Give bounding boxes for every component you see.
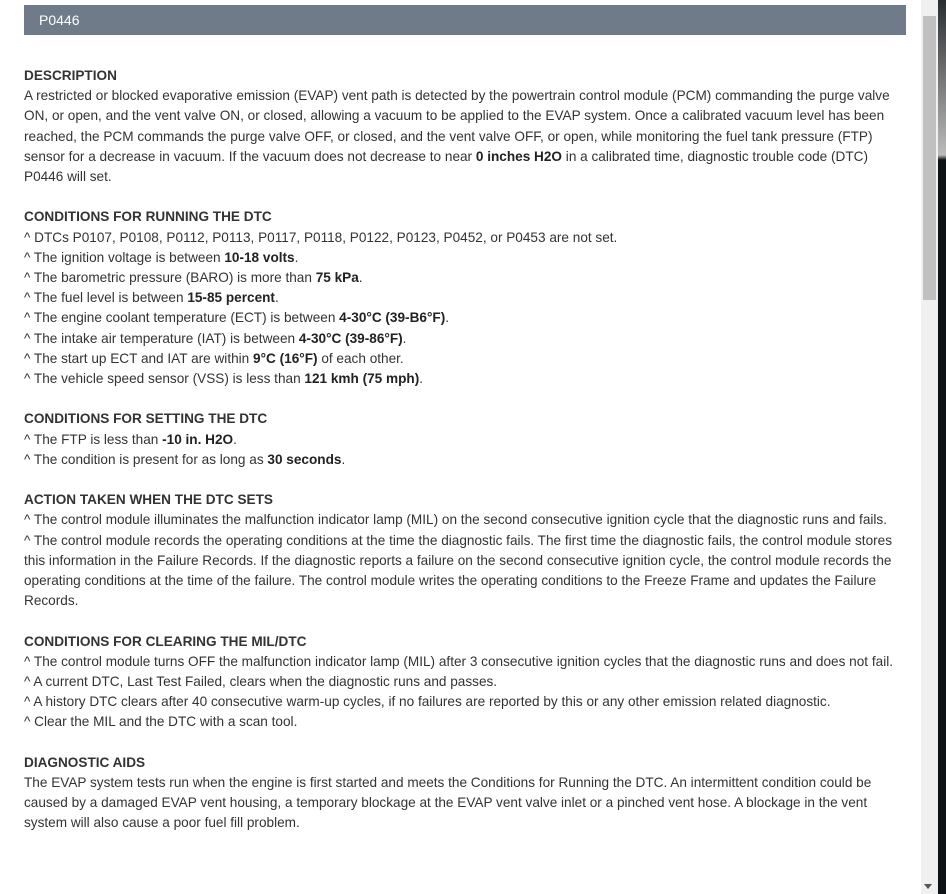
paragraph xyxy=(24,430,908,450)
bold-value: -10 in. H2O xyxy=(162,431,234,447)
paragraph xyxy=(24,268,908,288)
scroll-down-arrow-icon[interactable] xyxy=(924,884,932,889)
text-segment: . xyxy=(294,249,299,265)
section-conditions-for-setting-the-dtc xyxy=(24,409,908,470)
text-segment: . xyxy=(341,451,346,467)
section-title: CONDITIONS FOR RUNNING THE DTC xyxy=(24,209,272,225)
paragraph xyxy=(24,531,908,612)
bold-value: 15-85 percent xyxy=(187,290,275,306)
text-segment: ^ The start up ECT and IAT are within xyxy=(24,350,254,366)
paragraph xyxy=(24,86,908,187)
text-segment: ^ The intake air temperature (IAT) is between xyxy=(24,330,299,346)
text-segment: ^ The control module records the operating conditions at the time the diagnostic fails. The first time the diagnostic fails, the control module stores this information in the Failure Records. If the diagnostic reports a failure on the second consecutive ignition cycle, the control module records the operating conditions at the time of the failure. The control module writes the operating conditions to the Freeze Frame and updates the Failure Records. xyxy=(24,532,893,609)
text-segment: ^ A current DTC, Last Test Failed, clears when the diagnostic runs and passes. xyxy=(24,674,498,690)
paragraph xyxy=(24,228,908,248)
text-segment: ^ The control module turns OFF the malfunction indicator lamp (MIL) after 3 consecutive ignition cycles that the diagnostic runs and does not fail. xyxy=(24,653,894,669)
bold-value: 4-30°C (39-B6°F) xyxy=(339,310,446,326)
paragraph xyxy=(24,652,908,672)
section-title: CONDITIONS FOR CLEARING THE MIL/DTC xyxy=(24,633,307,649)
text-segment: ^ A history DTC clears after 40 consecutive warm-up cycles, if no failures are reported by this or any other emission related diagnostic. xyxy=(24,694,831,710)
paragraph xyxy=(24,712,908,732)
text-segment: ^ The FTP is less than xyxy=(24,431,163,447)
section-diagnostic-aids xyxy=(24,753,908,834)
dtc-document xyxy=(24,66,908,854)
bold-value: 0 inches H2O xyxy=(475,148,563,164)
section-action-taken-when-the-dtc-sets xyxy=(24,490,908,611)
bold-value: 4-30°C (39-86°F) xyxy=(298,330,403,346)
section-title: CONDITIONS FOR SETTING THE DTC xyxy=(24,411,268,427)
section-title: DIAGNOSTIC AIDS xyxy=(24,754,146,770)
text-segment: . xyxy=(419,371,424,387)
paragraph xyxy=(24,329,908,349)
text-segment: . xyxy=(274,290,279,306)
paragraph xyxy=(24,369,908,389)
bold-value: 75 kPa xyxy=(315,270,359,286)
text-segment: ^ The control module illuminates the malfunction indicator lamp (MIL) on the second consecutive ignition cycle that the diagnostic runs and fails. xyxy=(24,512,887,528)
bold-value: 121 kmh (75 mph) xyxy=(304,371,420,387)
bold-value: 9°C (16°F) xyxy=(253,350,318,366)
text-segment: ^ The condition is present for as long as xyxy=(24,451,268,467)
paragraph xyxy=(24,773,908,834)
paragraph xyxy=(24,288,908,308)
scrollbar-thumb[interactable] xyxy=(923,16,936,300)
paragraph xyxy=(24,248,908,268)
text-segment: . xyxy=(445,310,450,326)
paragraph xyxy=(24,510,908,530)
paragraph xyxy=(24,450,908,470)
bold-value: 30 seconds xyxy=(267,451,342,467)
text-segment: ^ The fuel level is between xyxy=(24,290,188,306)
bold-value: 10-18 volts xyxy=(224,249,295,265)
text-segment: A restricted or blocked evaporative emission (EVAP) vent path is detected by the powertrain control module (PCM) commanding the purge valve ON, or open, and the vent valve ON, or closed, allowing a vacuum to be applied to the EVAP system. Once a calibrated vacuum level has been reached, the PCM commands the purge valve OFF, or closed, and the vent valve OFF, or open, while monitoring the fuel tank pressure (FTP) sensor for a decrease in vacuum. If the vacuum does not decrease to near xyxy=(24,88,890,164)
section-title: DESCRIPTION xyxy=(24,68,117,83)
paragraph xyxy=(24,349,908,369)
text-segment: ^ The vehicle speed sensor (VSS) is less than xyxy=(24,371,305,387)
section-conditions-for-clearing-the-mil-dtc xyxy=(24,632,908,733)
text-segment: ^ DTCs P0107, P0108, P0112, P0113, P0117, P0118, P0122, P0123, P0452, or P0453 are not set. xyxy=(24,229,618,245)
text-segment: of each other. xyxy=(317,350,404,366)
dtc-header xyxy=(24,5,906,35)
text-segment: . xyxy=(402,330,407,346)
section-description xyxy=(24,66,908,187)
text-segment: . xyxy=(358,270,363,286)
text-segment: ^ The barometric pressure (BARO) is more than xyxy=(24,270,316,286)
paragraph xyxy=(24,672,908,692)
paragraph xyxy=(24,308,908,328)
section-title: ACTION TAKEN WHEN THE DTC SETS xyxy=(24,492,273,508)
text-segment: The EVAP system tests run when the engine is first started and meets the Conditions for Running the DTC. An intermittent condition could be caused by a damaged EVAP vent housing, a temporary blockage at the EVAP vent valve inlet or a pinched vent hose. A blockage in the vent system will also cause a poor fuel fill problem. xyxy=(24,775,872,831)
text-segment: . xyxy=(233,431,237,447)
text-segment: ^ The ignition voltage is between xyxy=(24,249,225,265)
text-segment: ^ The engine coolant temperature (ECT) is between xyxy=(24,310,340,326)
window-edge xyxy=(938,0,946,894)
dtc-code-title: P0446 xyxy=(39,12,80,28)
text-segment: ^ Clear the MIL and the DTC with a scan tool. xyxy=(24,714,298,730)
section-conditions-for-running-the-dtc xyxy=(24,207,908,389)
text-segment: in a calibrated time, diagnostic trouble code (DTC) P0446 will set. xyxy=(24,148,869,185)
paragraph xyxy=(24,692,908,712)
